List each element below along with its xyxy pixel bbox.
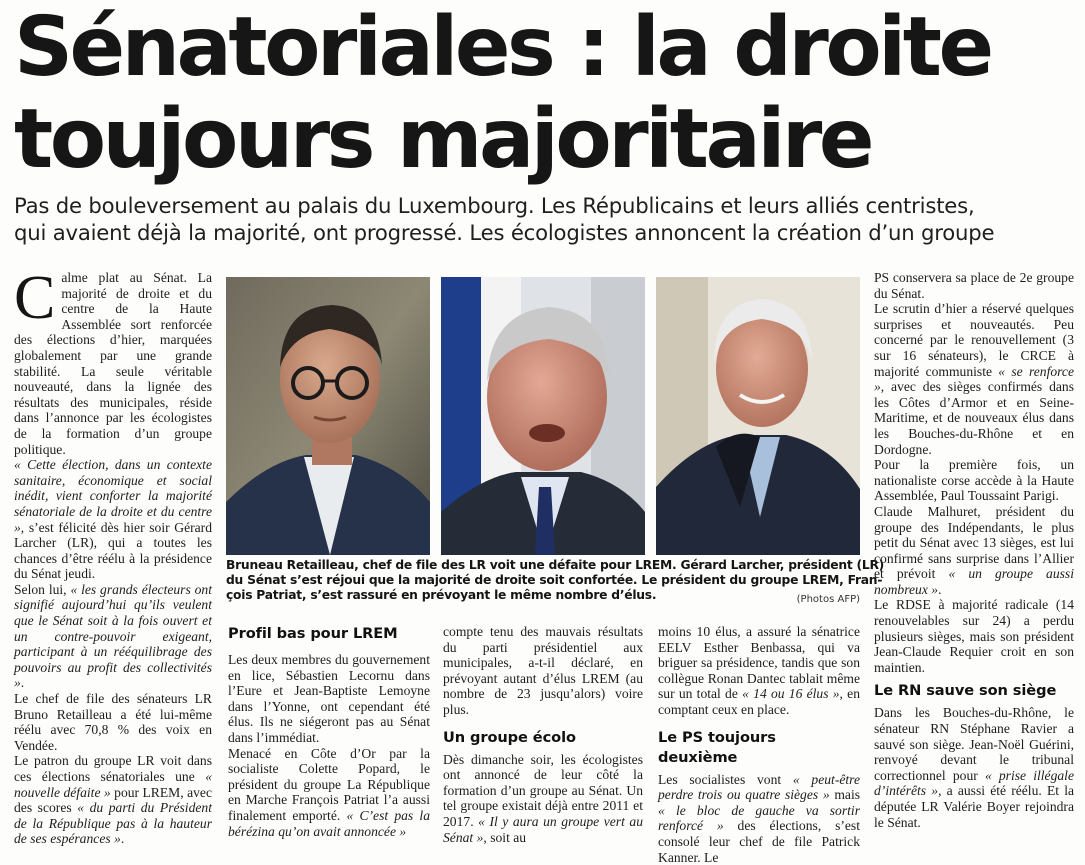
quote: « Il y aura un groupe vert au Sénat » [443, 813, 644, 845]
article-column-4 [658, 624, 861, 865]
headline [14, 2, 1074, 186]
text: Le scrutin d’hier a réservé quelques surprises et nouveautés. Peu concerné par le renouvellement (3 sur 16 sénateurs), le CRCE à majorité communiste [874, 301, 1074, 379]
photo-caption [226, 558, 885, 603]
paragraph: PS conservera sa place de 2e groupe du Sénat. [874, 270, 1074, 301]
quote: « les grands électeurs ont signifié aujourd’hui qu’ils veulent que le Sénat soit à la fois ouvert et un contre-pouvoir exigeant, participant à un rééquilibrage des pouvoirs au profit des collectivités » [14, 581, 212, 691]
quote: « se renforce » [874, 363, 1074, 395]
caption-line-3: çois Patriat, s’est rassuré en prévoyant le même nombre d’élus. [226, 588, 657, 602]
text: Claude Malhuret, président du groupe des Indépendants, le plus petit du Sénat avec 13 sièges, est lui confirmé sans surprise dans l’Allier et prévoit [874, 503, 1074, 582]
article-column-2 [228, 624, 430, 852]
paragraph: Les deux membres du gouvernement en lice, Sébastien Lecornu dans l’Eure et Jean-Baptiste Lemoyne dans l’Yonne, ont cependant été élus. Ils ne siégeront pas au Sénat dans l’immédiat. [228, 652, 430, 745]
text: Dans les Bouches-du-Rhône, le sénateur RN Stéphane Ravier a sauvé son siège. Jean-Noël Guérini, renvoyé devant le tribunal correctionnel pour [874, 705, 1074, 783]
paragraph [228, 746, 430, 840]
standfirst [14, 192, 1076, 246]
photo-gerard-larcher [441, 277, 645, 555]
text: moins 10 élus, a assuré la sénatrice EELV Esther Benbassa, qui va briguer sa présidence, tandis que son collègue Ronan Dantec tablait même sur un total de [658, 624, 860, 702]
paragraph [443, 752, 643, 846]
paragraph: compte tenu des mauvais résultats du parti présidentiel aux municipales, a-t-il déclaré, en prévoyant autant d’élus LREM (au nombre de 23 jusqu’alors) voire plus. [443, 624, 643, 717]
paragraph [14, 753, 212, 847]
paragraph [658, 624, 860, 718]
portrait-image [656, 277, 860, 555]
paragraph [14, 582, 212, 691]
quote: « du parti du Président de la République pas à la hauteur de ses espérances » [14, 800, 212, 847]
caption-line-1: Bruneau Retailleau, chef de file des LR voit une défaite pour LREM. Gérard Larcher, président (LR) [226, 558, 885, 572]
paragraph [874, 705, 1074, 830]
paragraph: Le chef de file des sénateurs LR Bruno Retailleau a été lui-même réélu avec 70,8 % des voix en Vendée. [14, 691, 212, 753]
text: , soit au [483, 829, 527, 845]
paragraph [658, 772, 860, 865]
headline-line-1: Sénatoriales : la droite [14, 0, 991, 95]
text: , s’est félicité dès hier soir Gérard Larcher (LR), qui a toutes les chances d’être réélu à la présidence du Sénat jeudi. [14, 519, 212, 582]
subhead-profil-bas: Profil bas pour LREM [228, 625, 398, 642]
text: . [20, 675, 25, 691]
quote: « le bloc de gauche va sortir renforcé » [658, 802, 860, 834]
text: des élections, s’est consolé leur chef de file Patrick Kanner. Le [658, 818, 860, 865]
portrait-image [226, 277, 430, 555]
drop-cap: C [14, 264, 56, 332]
article-column-5 [874, 270, 1074, 850]
text: mais [829, 787, 861, 803]
subhead-ps-deuxieme: Le PS toujours deuxième [658, 728, 776, 766]
quote: « peut-être perdre trois ou quatre sièges » [658, 771, 860, 803]
quote: « 14 ou 16 élus » [742, 686, 840, 702]
text: pour LREM, avec des scores [14, 784, 213, 816]
text: , en comptant ceux en place. [658, 686, 861, 717]
headline-line-2: toujours majoritaire [14, 92, 871, 187]
paragraph [14, 264, 212, 457]
caption-line-2: du Sénat s’est réjoui que la majorité de droite soit confortée. Le président du groupe LREM, Fran- [226, 573, 883, 587]
subhead-groupe-ecolo: Un groupe écolo [443, 728, 576, 746]
text: Les socialistes vont [658, 771, 793, 787]
paragraph [874, 301, 1074, 457]
quote: « un groupe aussi nombreux » [874, 566, 1074, 597]
photo-credit: (Photos AFP) [796, 594, 860, 605]
standfirst-line-1: Pas de bouleversement au palais du Luxembourg. Les Républicains et leurs alliés centristes, [14, 193, 975, 218]
text: Dès dimanche soir, les écologistes ont annoncé de leur côté la formation d’un groupe au Sénat. Un tel groupe existait déjà entre 2011 et 2017. [443, 751, 643, 829]
text: Menacé en Côte d’Or par la socialiste Colette Popard, le président du groupe La République en Marche François Patriat l’a aussi finalement emporté. [228, 745, 430, 823]
quote: « nouvelle défaite » [14, 769, 212, 800]
paragraph: Le RDSE à majorité radicale (14 renouvelables sur 24) a perdu plusieurs sièges, mais son président Jean-Claude Requier croit en son maintien. [874, 597, 1074, 675]
text: , a aussi été réélu. Et la députée LR Valérie Boyer rejoindra le Sénat. [874, 783, 1075, 830]
photo-bruno-retailleau [226, 277, 430, 555]
paragraph: Pour la première fois, un nationaliste corse accède à la Haute Assemblée, Paul Toussaint Parigi. [874, 457, 1074, 504]
portrait-image [441, 277, 645, 555]
paragraph [14, 457, 212, 582]
text: Selon lui, [14, 581, 71, 597]
text: . [120, 831, 125, 847]
paragraph [874, 504, 1074, 598]
quote: « C’est pas la bérézina qu’on avait annoncée » [228, 807, 430, 839]
text: . [938, 581, 942, 597]
photo-francois-patriat [656, 277, 860, 555]
subhead-rn-siege: Le RN sauve son siège [874, 682, 1057, 700]
quote: « Cette élection, dans un contexte sanitaire, économique et social inédit, vient conforter la majorité sénatoriale de la droite et du centre » [14, 457, 212, 535]
lead-text: alme plat au Sénat. La majorité de droite et du centre de la Haute Assemblée sort renforcée des élections d’hier, marquées globalement par une grande stabilité. La seule véritable nouveauté, dans la lignée des résultats des municipales, réside dans l’annonce par les écologistes de la formation d’un groupe politique. [14, 270, 212, 457]
article-column-1 [14, 264, 213, 850]
standfirst-line-2: qui avaient déjà la majorité, ont progressé. Les écologistes annoncent la création d’un groupe [14, 220, 995, 245]
text: Le patron du groupe LR voit dans ces élections sénatoriales une [14, 753, 212, 784]
article-column-3 [443, 624, 643, 852]
text: , avec des sièges confirmés dans les Côtes d’Armor et en Seine-Maritime, et de nouveaux élus dans les Bouches-du-Rhône et en Dordogne. [874, 379, 1074, 457]
quote: « prise illégale d’intérêts » [874, 767, 1074, 799]
